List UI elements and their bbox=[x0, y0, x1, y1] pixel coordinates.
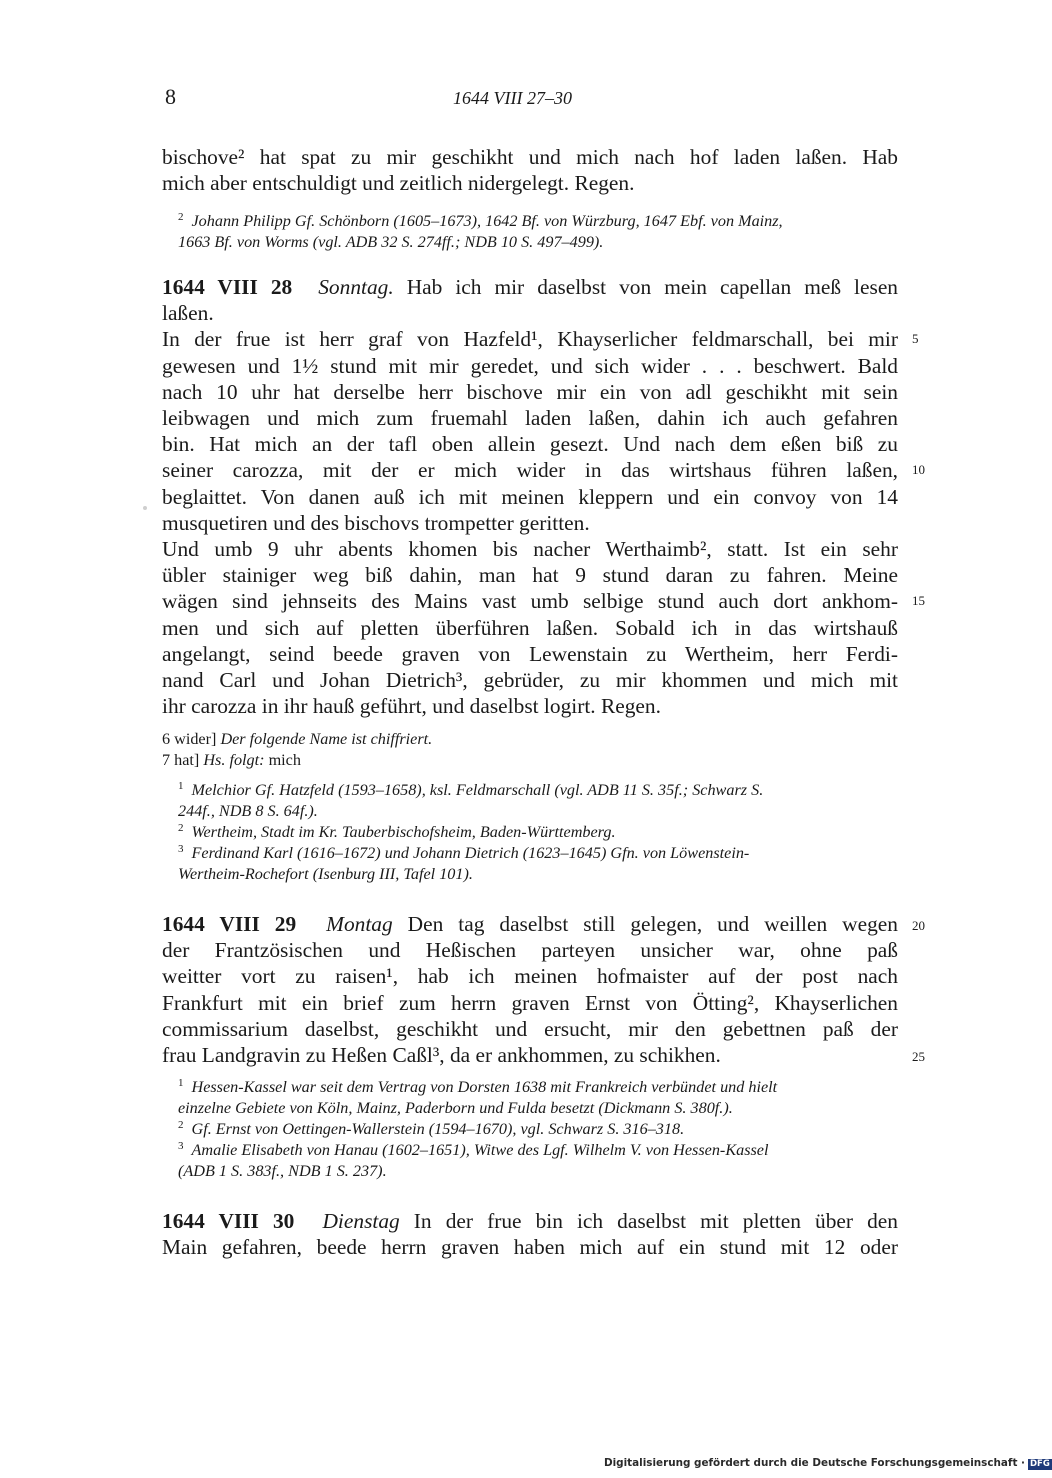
footnote-text: Wertheim, Stadt im Kr. Tauberbischofsheim, Baden-Württemberg. bbox=[191, 823, 616, 841]
text-line: Hab ich mir daselbst von mein capellan meß lesen bbox=[393, 275, 899, 299]
line-number: 15 bbox=[912, 593, 925, 608]
scan-speck bbox=[143, 506, 147, 510]
footnotes-entry-29 bbox=[162, 1077, 898, 1182]
footnote-marker: 2 bbox=[178, 210, 184, 223]
footnote-text: Hessen-Kassel war seit dem Vertrag von Dorsten 1638 mit Frankreich verbündet und hielt bbox=[191, 1078, 778, 1096]
text-line: bin. Hat mich an der tafl oben allein gesezt. Und nach dem eßen biß zu bbox=[162, 432, 898, 457]
footnote-marker: 2 bbox=[178, 821, 184, 834]
dfg-text: Digitalisierung gefördert durch die Deutsche Forschungsgemeinschaft · bbox=[604, 1457, 1025, 1469]
line-number: 20 bbox=[912, 918, 925, 933]
text-line: Frankfurt mit ein brief zum herrn graven Ernst von Ötting², Khayserlichen bbox=[162, 990, 898, 1015]
text-line: beglaittet. Von danen auß ich mit meinen kleppern und ein convoy von 14 bbox=[162, 484, 898, 509]
footnote-marker: 3 bbox=[178, 842, 184, 855]
line-number: 5 bbox=[912, 331, 919, 346]
text-line: mich aber entschuldigt und zeitlich nidergelegt. Regen. bbox=[162, 171, 635, 196]
text-line: der Frantzösischen und Heßischen parteyen unsicher war, ohne paß bbox=[162, 938, 898, 963]
entry-weekday: Montag bbox=[326, 912, 393, 936]
text-line: commissarium daselbst, geschikht und ersucht, mir den gebettnen paß der bbox=[162, 1016, 898, 1041]
footnote-text: 244f., NDB 8 S. 64f.). bbox=[178, 802, 318, 820]
text-line: laßen. bbox=[162, 301, 214, 326]
line-number: 25 bbox=[912, 1049, 925, 1064]
paragraph-continuation bbox=[162, 144, 898, 196]
footnote-marker: 2 bbox=[178, 1118, 184, 1131]
entry-date: 1644 VIII 28 bbox=[162, 275, 293, 299]
dfg-logo: DFG bbox=[1029, 1459, 1050, 1469]
entry-date: 1644 VIII 30 bbox=[162, 1209, 295, 1233]
text-line: men und sich auf pletten überführen laßen. Sobald ich in das wirtshauß bbox=[162, 615, 898, 640]
text-line: wägen sind jehnseits des Mains vast umb selbige stund auch dort ankhom- bbox=[162, 589, 898, 614]
variant-reading: mich bbox=[268, 751, 301, 769]
text-line: weitter vort zu raisen¹, hab ich meinen hofmaister auf der post nach bbox=[162, 964, 898, 989]
text-line: Den tag daselbst still gelegen, und weillen wegen bbox=[392, 912, 898, 936]
diary-entry-28 bbox=[162, 274, 898, 719]
text-line: übler stainiger weg biß dahin, man hat 9 stund daran zu fahren. Meine bbox=[162, 563, 898, 588]
diary-entry-29 bbox=[162, 911, 898, 1068]
text-line: bischove² hat spat zu mir geschikht und mich nach hof laden laßen. Hab bbox=[162, 145, 898, 169]
text-line: ihr carozza in ihr hauß geführt, und daselbst logirt. Regen. bbox=[162, 694, 661, 719]
text-line: Main gefahren, beede herrn graven haben mich auf ein stund mit 12 oder bbox=[162, 1235, 898, 1260]
variant-lemma: 6 wider] bbox=[162, 730, 217, 748]
text-line: nach 10 uhr hat derselbe herr bischove mir ein von adl geschikht mit sein bbox=[162, 379, 898, 404]
text-line: Und umb 9 uhr abents khomen bis nacher Werthaimb², statt. Ist ein sehr bbox=[162, 537, 898, 562]
footnote-marker: 1 bbox=[178, 1076, 184, 1089]
text-line: angelangt, seind beede graven von Lewenstain zu Wertheim, herr Ferdi- bbox=[162, 641, 898, 666]
running-title: 1644 VIII 27–30 bbox=[453, 88, 572, 108]
footnote-marker: 3 bbox=[178, 1139, 184, 1152]
text-line: gewesen und 1½ stund mit mir geredet, und sich wider . . . beschwert. Bald bbox=[162, 353, 898, 378]
variant-note: Der folgende Name ist chiffriert. bbox=[220, 730, 433, 748]
text-line: nand Carl und Johan Dietrich³, gebrüder, zu mir khommen und mich mit bbox=[162, 668, 898, 693]
footnote-text: Melchior Gf. Hatzfeld (1593–1658), ksl. Feldmarschall (vgl. ADB 11 S. 35f.; Schwarz S. bbox=[191, 781, 764, 799]
entry-date: 1644 VIII 29 bbox=[162, 912, 297, 936]
text-line: In der frue bin ich daselbst mit pletten über den bbox=[399, 1209, 898, 1233]
footnote bbox=[162, 211, 898, 253]
footnote-text: Amalie Elisabeth von Hanau (1602–1651), Witwe des Lgf. Wilhelm V. von Hessen-Kassel bbox=[191, 1141, 769, 1159]
text-line: leibwagen und mich zum fruemahl laden laßen, dahin ich auch gefahren bbox=[162, 406, 898, 431]
text-variants bbox=[162, 729, 898, 771]
footnote-text: (ADB 1 S. 383f., NDB 1 S. 237). bbox=[178, 1162, 387, 1180]
footnote-text: einzelne Gebiete von Köln, Mainz, Paderborn und Fulda besetzt (Dickmann S. 380f.). bbox=[178, 1099, 733, 1117]
dfg-funding-note bbox=[604, 1456, 1050, 1470]
footnotes-entry-28 bbox=[162, 780, 898, 885]
text-line: In der frue ist herr graf von Hazfeld¹, Khayserlicher feldmarschall, bei mir bbox=[162, 327, 898, 352]
footnote-text: Ferdinand Karl (1616–1672) und Johann Dietrich (1623–1645) Gfn. von Löwenstein- bbox=[191, 844, 750, 862]
text-line: seiner carozza, mit der er mich wider in das wirtshaus führen laßen, bbox=[162, 458, 898, 483]
variant-note: Hs. folgt: bbox=[203, 751, 265, 769]
variant-lemma: 7 hat] bbox=[162, 751, 200, 769]
line-number: 10 bbox=[912, 462, 925, 477]
entry-weekday: Dienstag bbox=[322, 1209, 400, 1233]
footnote-text: Wertheim-Rochefort (Isenburg III, Tafel 101). bbox=[178, 865, 473, 883]
footnote-text: Gf. Ernst von Oettingen-Wallerstein (1594–1670), vgl. Schwarz S. 316–318. bbox=[191, 1120, 685, 1138]
footnote-text: 1663 Bf. von Worms (vgl. ADB 32 S. 274ff.; NDB 10 S. 497–499). bbox=[178, 233, 604, 251]
page-number: 8 bbox=[165, 84, 176, 109]
diary-entry-30 bbox=[162, 1208, 898, 1260]
footnote-text: Johann Philipp Gf. Schönborn (1605–1673), 1642 Bf. von Würzburg, 1647 Ebf. von Mainz, bbox=[191, 212, 783, 230]
footnote-marker: 1 bbox=[178, 779, 184, 792]
entry-weekday: Sonntag. bbox=[318, 275, 394, 299]
text-line: frau Landgravin zu Heßen Caßl³, da er ankhommen, zu schikhen. bbox=[162, 1043, 721, 1068]
text-line: musquetiren und des bischovs trompetter geritten. bbox=[162, 510, 590, 535]
